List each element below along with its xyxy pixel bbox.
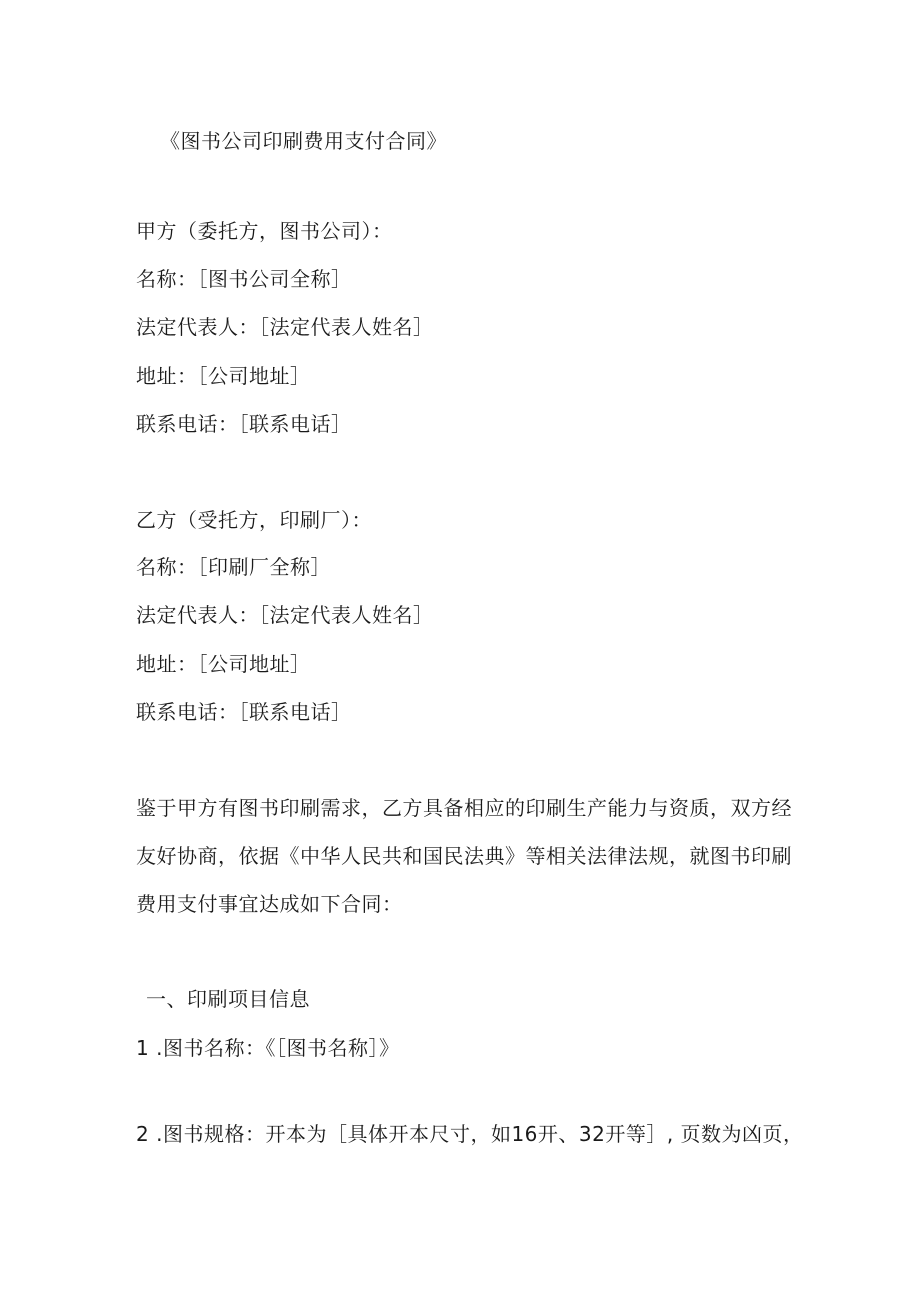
contract-title: 《图书公司印刷费用支付合同》: [160, 129, 447, 153]
preamble-line-3: 费用支付事宜达成如下合同：: [136, 892, 403, 916]
party-b-phone: 联系电话：［联系电话］: [136, 700, 352, 724]
section-1-item-1: 1 .图书名称：《［图书名称］》: [136, 1036, 400, 1060]
party-a-heading: 甲方（委托方，图书公司）：: [136, 219, 393, 243]
party-a-representative: 法定代表人：［法定代表人姓名］: [136, 315, 434, 339]
preamble-line-1: 鉴于甲方有图书印刷需求，乙方具备相应的印刷生产能力与资质，双方经: [136, 796, 792, 820]
party-a-name: 名称：［图书公司全称］: [136, 267, 352, 291]
section-1-item-2: 2 .图书规格：开本为［具体开本尺寸，如16开、32开等］, 页数为凶页，: [136, 1122, 804, 1146]
party-b-name: 名称：［印刷厂全称］: [136, 555, 331, 579]
preamble-line-2: 友好协商，依据《中华人民共和国民法典》等相关法律法规，就图书印刷: [136, 844, 792, 868]
section-1-heading: 一、印刷项目信息: [146, 987, 310, 1011]
party-b-address: 地址：［公司地址］: [136, 652, 311, 676]
party-a-address: 地址：［公司地址］: [136, 364, 311, 388]
party-a-phone: 联系电话：［联系电话］: [136, 412, 352, 436]
party-b-heading: 乙方（受托方，印刷厂）：: [136, 508, 372, 532]
party-b-representative: 法定代表人：［法定代表人姓名］: [136, 603, 434, 627]
